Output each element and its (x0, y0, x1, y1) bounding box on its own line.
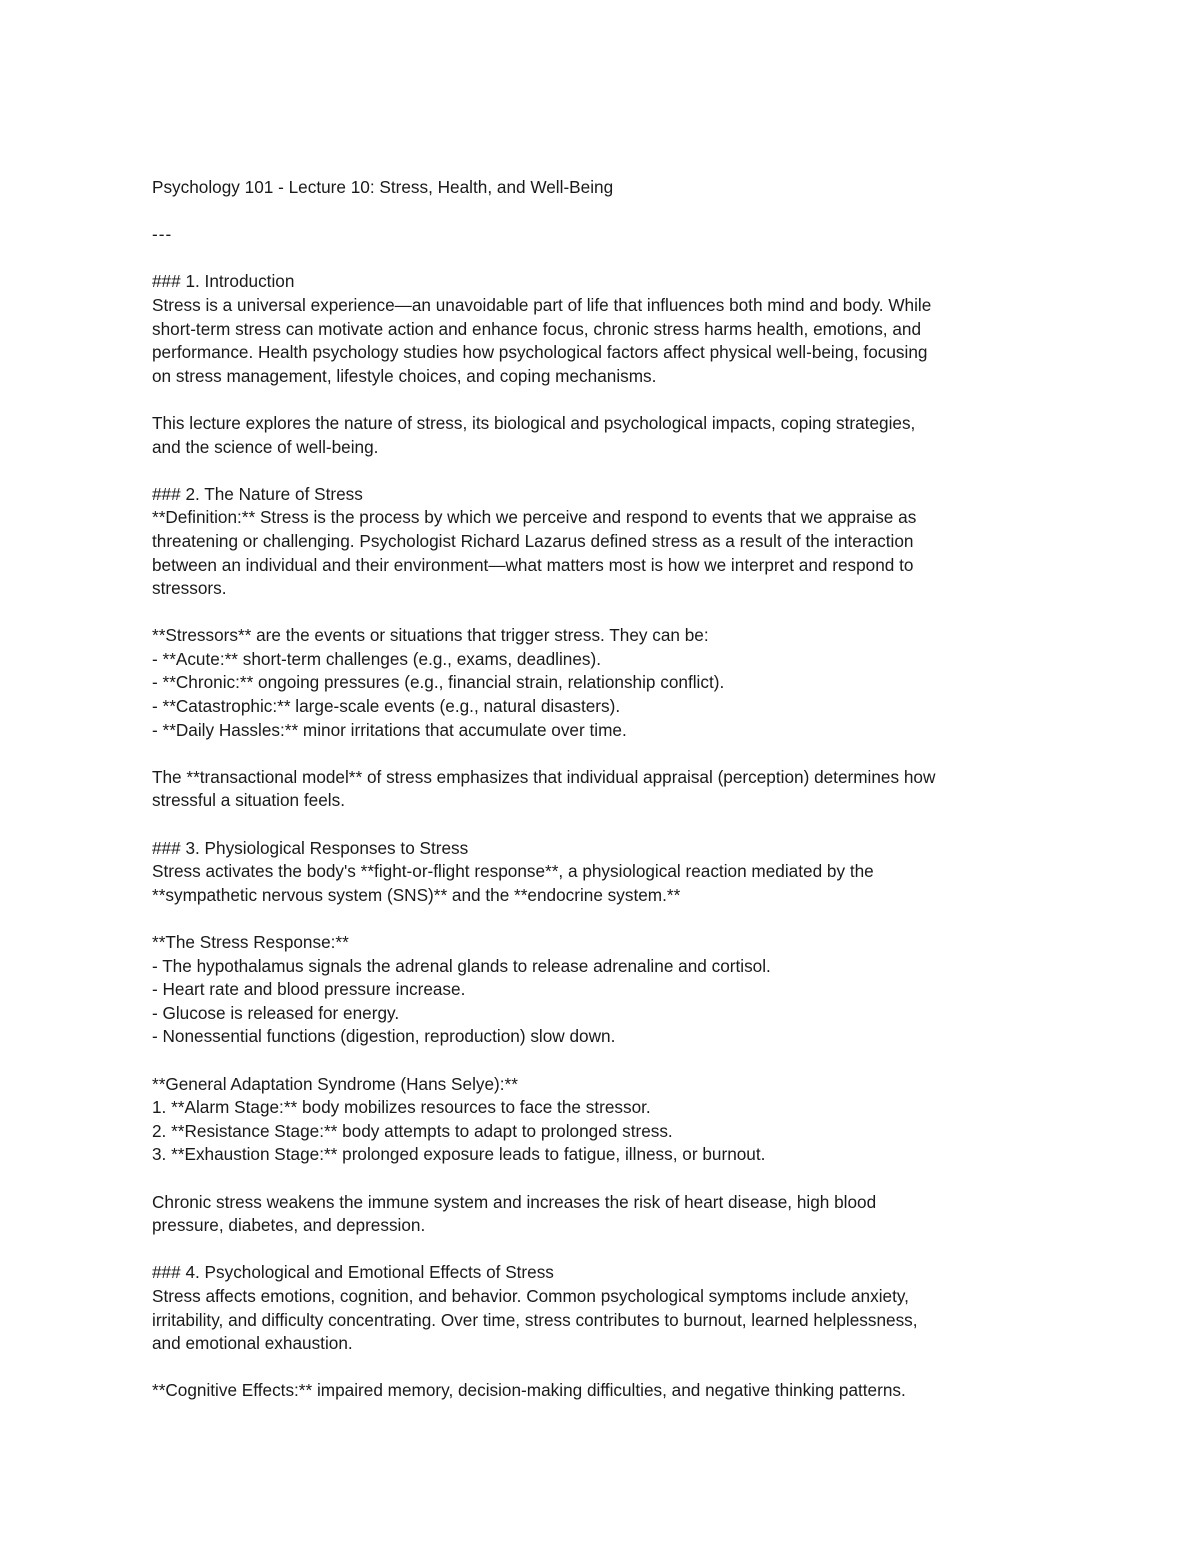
spacer (152, 200, 1072, 224)
paragraph-line: and emotional exhaustion. (152, 1333, 353, 1354)
paragraph-line: performance. Health psychology studies how psychological factors affect physical well-being, focusing (152, 342, 928, 363)
list-item: - The hypothalamus signals the adrenal glands to release adrenaline and cortisol. (152, 955, 771, 976)
paragraph-line: **General Adaptation Syndrome (Hans Selye):** (152, 1073, 518, 1094)
list-item: - **Acute:** short-term challenges (e.g., exams, deadlines). (152, 648, 601, 669)
spacer (152, 388, 1072, 412)
list-item: - **Catastrophic:** large-scale events (e.g., natural disasters). (152, 696, 621, 717)
paragraph-line: stressors. (152, 578, 227, 599)
section-heading-nature-of-stress: ### 2. The Nature of Stress (152, 483, 363, 504)
paragraph-line: **The Stress Response:** (152, 932, 349, 952)
paragraph-line: **Stressors** are the events or situations that trigger stress. They can be: (152, 625, 709, 646)
paragraph-line: on stress management, lifestyle choices, and coping mechanisms. (152, 365, 657, 386)
spacer (152, 742, 1072, 766)
spacer (152, 907, 1072, 931)
list-item: 1. **Alarm Stage:** body mobilizes resources to face the stressor. (152, 1097, 651, 1118)
list-item: - Nonessential functions (digestion, reproduction) slow down. (152, 1026, 616, 1047)
section-heading-introduction: ### 1. Introduction (152, 271, 295, 292)
paragraph-line: short-term stress can motivate action and enhance focus, chronic stress harms health, emotions, and (152, 318, 922, 339)
paragraph-line: Stress activates the body's **fight-or-flight response**, a physiological reaction mediated by the (152, 861, 874, 882)
list-item: 3. **Exhaustion Stage:** prolonged exposure leads to fatigue, illness, or burnout. (152, 1144, 766, 1165)
document-title: Psychology 101 - Lecture 10: Stress, Health, and Well-Being (152, 177, 614, 197)
spacer (152, 1238, 1072, 1262)
spacer (152, 813, 1072, 837)
paragraph-line: Chronic stress weakens the immune system and increases the risk of heart disease, high blood (152, 1191, 877, 1212)
paragraph-line: irritability, and difficulty concentrating. Over time, stress contributes to burnout, learned helplessness, (152, 1309, 918, 1330)
spacer (152, 459, 1072, 483)
section-heading-psychological-effects: ### 4. Psychological and Emotional Effects of Stress (152, 1262, 554, 1283)
spacer (152, 1049, 1072, 1073)
list-item: - Glucose is released for energy. (152, 1002, 400, 1023)
section-divider: --- (152, 224, 173, 245)
paragraph-line: **sympathetic nervous system (SNS)** and the **endocrine system.** (152, 884, 681, 905)
spacer (152, 247, 1072, 271)
paragraph-line: pressure, diabetes, and depression. (152, 1215, 426, 1236)
paragraph-line: stressful a situation feels. (152, 790, 345, 811)
paragraph-line: Stress affects emotions, cognition, and behavior. Common psychological symptoms include anxiety, (152, 1285, 909, 1306)
list-item: - Heart rate and blood pressure increase. (152, 979, 466, 1000)
document-page (152, 176, 1072, 1403)
list-item: - **Daily Hassles:** minor irritations that accumulate over time. (152, 719, 627, 740)
spacer (152, 1356, 1072, 1380)
paragraph-line: The **transactional model** of stress emphasizes that individual appraisal (perception) determines how (152, 766, 936, 787)
spacer (152, 1167, 1072, 1191)
list-item: - **Chronic:** ongoing pressures (e.g., financial strain, relationship conflict). (152, 672, 725, 693)
section-heading-physiological-responses: ### 3. Physiological Responses to Stress (152, 837, 469, 858)
paragraph-line: **Cognitive Effects:** impaired memory, decision-making difficulties, and negative thinking patterns. (152, 1380, 906, 1401)
list-item: 2. **Resistance Stage:** body attempts to adapt to prolonged stress. (152, 1120, 673, 1141)
paragraph-line: threatening or challenging. Psychologist Richard Lazarus defined stress as a result of the interaction (152, 530, 914, 551)
paragraph-line: **Definition:** Stress is the process by which we perceive and respond to events that we appraise as (152, 507, 917, 528)
paragraph-line: This lecture explores the nature of stress, its biological and psychological impacts, coping strategies, (152, 412, 916, 433)
paragraph-line: between an individual and their environment—what matters most is how we interpret and respond to (152, 554, 914, 575)
paragraph-line: and the science of well-being. (152, 436, 379, 457)
paragraph-line: Stress is a universal experience—an unavoidable part of life that influences both mind and body. While (152, 294, 932, 315)
spacer (152, 601, 1072, 625)
